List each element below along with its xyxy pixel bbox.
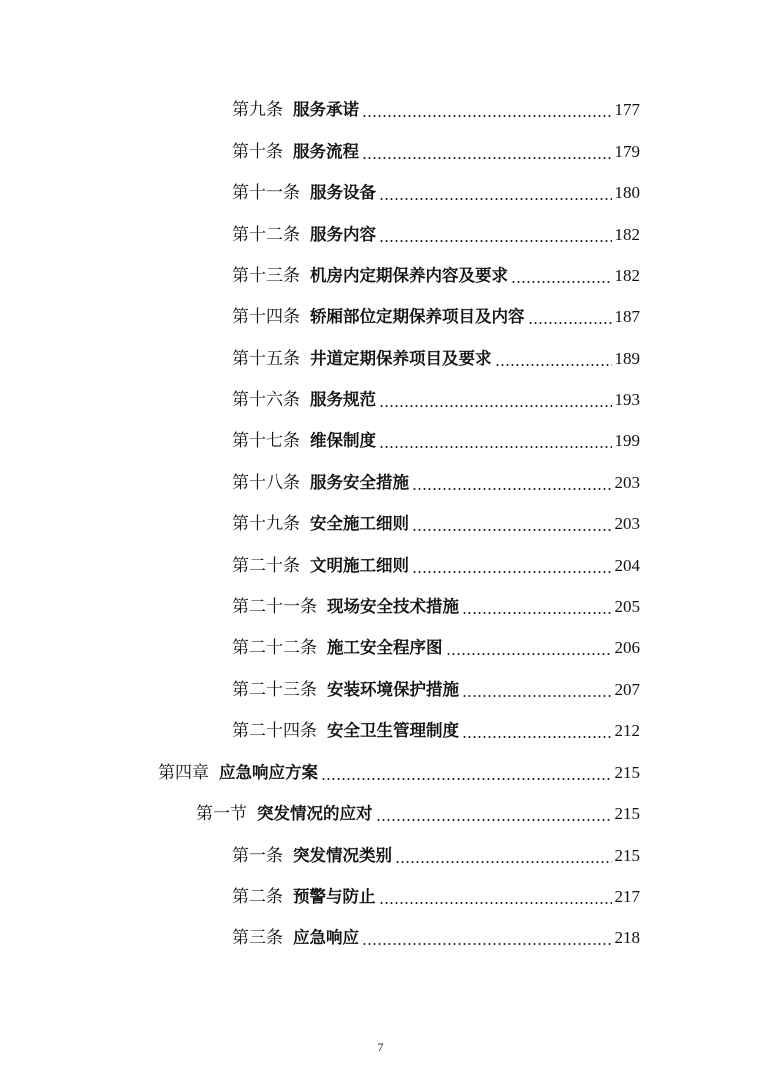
- toc-entry[interactable]: [232, 97, 640, 123]
- dot-leader: [462, 736, 612, 738]
- toc-entry-title: 安全卫生管理制度: [327, 721, 459, 740]
- toc-entry-number: 第一条: [232, 846, 283, 866]
- toc-entry[interactable]: [232, 677, 640, 703]
- dot-leader: [379, 240, 612, 242]
- toc-section-entry[interactable]: [196, 801, 640, 827]
- toc-entry-title: 安装环境保护措施: [327, 680, 459, 699]
- toc-entry-page: 207: [614, 680, 640, 699]
- toc-entry-number: 第十五条: [232, 349, 300, 369]
- toc-entry-title: 维保制度: [310, 431, 376, 450]
- toc-entry-number: 第二条: [232, 887, 283, 907]
- toc-entry-number: 第十条: [232, 142, 283, 162]
- toc-entry-number: 第二十三条: [232, 680, 317, 700]
- toc-entry-number: 第十二条: [232, 225, 300, 245]
- dot-leader: [379, 446, 612, 448]
- toc-entry-title: 施工安全程序图: [327, 638, 443, 657]
- toc-entry-number: 第四章: [158, 763, 209, 783]
- toc-entry-page: 189: [614, 349, 640, 368]
- toc-entry[interactable]: [232, 222, 640, 248]
- toc-entry-number: 第一节: [196, 804, 247, 824]
- toc-entry-page: 215: [614, 804, 640, 823]
- toc-entry-number: 第二十条: [232, 556, 300, 576]
- toc-entry-page: 193: [614, 390, 640, 409]
- toc-entry-page: 212: [614, 721, 640, 740]
- toc-entry-page: 180: [614, 183, 640, 202]
- toc-entry-page: 217: [614, 887, 640, 906]
- toc-entry-title: 服务规范: [310, 390, 376, 409]
- toc-entry-page: 218: [614, 928, 640, 947]
- toc-entry-number: 第十六条: [232, 390, 300, 410]
- toc-entry-number: 第二十四条: [232, 721, 317, 741]
- dot-leader: [462, 695, 612, 697]
- toc-entry-number: 第二十一条: [232, 597, 317, 617]
- toc-entry[interactable]: [232, 304, 640, 330]
- dot-leader: [321, 778, 612, 780]
- dot-leader: [495, 364, 612, 366]
- toc-entry-page: 199: [614, 431, 640, 450]
- toc-entry-number: 第十八条: [232, 473, 300, 493]
- toc-entry[interactable]: [232, 346, 640, 372]
- toc-entry[interactable]: [232, 470, 640, 496]
- dot-leader: [362, 157, 612, 159]
- toc-entry[interactable]: [232, 428, 640, 454]
- toc-entry-page: 203: [614, 514, 640, 533]
- toc-entry-number: 第十七条: [232, 431, 300, 451]
- toc-entry-number: 第十四条: [232, 307, 300, 327]
- dot-leader: [379, 198, 612, 200]
- toc-entry-title: 服务流程: [293, 142, 359, 161]
- toc-entry-title: 服务安全措施: [310, 473, 409, 492]
- dot-leader: [379, 405, 612, 407]
- dot-leader: [362, 115, 612, 117]
- toc-entry-page: 206: [614, 638, 640, 657]
- toc-entry[interactable]: [232, 263, 640, 289]
- toc-entry-number: 第二十二条: [232, 638, 317, 658]
- toc-entry-title: 服务内容: [310, 225, 376, 244]
- toc-entry-title: 安全施工细则: [310, 514, 409, 533]
- toc-entry-title: 突发情况的应对: [257, 804, 373, 823]
- dot-leader: [395, 861, 612, 863]
- toc-entry-page: 203: [614, 473, 640, 492]
- dot-leader: [412, 529, 612, 531]
- dot-leader: [379, 902, 612, 904]
- dot-leader: [528, 322, 612, 324]
- toc-entry-title: 突发情况类别: [293, 846, 392, 865]
- page-number: 7: [377, 1040, 384, 1054]
- toc-entry[interactable]: [232, 635, 640, 661]
- toc-entry[interactable]: [232, 594, 640, 620]
- dot-leader: [376, 819, 612, 821]
- toc-entry-page: 182: [614, 266, 640, 285]
- dot-leader: [462, 612, 612, 614]
- toc-entry-title: 机房内定期保养内容及要求: [310, 266, 508, 285]
- toc-entry-title: 文明施工细则: [310, 556, 409, 575]
- toc-entry-number: 第三条: [232, 928, 283, 948]
- dot-leader: [412, 571, 612, 573]
- toc-entry-title: 现场安全技术措施: [327, 597, 459, 616]
- toc-entry-number: 第十三条: [232, 266, 300, 286]
- toc-chapter-entry[interactable]: [158, 760, 640, 786]
- toc-entry[interactable]: [232, 925, 640, 951]
- dot-leader: [446, 653, 612, 655]
- toc-entry-title: 服务承诺: [293, 100, 359, 119]
- toc-entry-page: 177: [614, 100, 640, 119]
- toc-entry-page: 187: [614, 307, 640, 326]
- dot-leader: [511, 281, 612, 283]
- toc-entry-page: 215: [614, 846, 640, 865]
- toc-entry-page: 182: [614, 225, 640, 244]
- dot-leader: [412, 488, 612, 490]
- toc-entry[interactable]: [232, 843, 640, 869]
- toc-entry-page: 215: [614, 763, 640, 782]
- toc-entry-number: 第十九条: [232, 514, 300, 534]
- toc-entry-page: 205: [614, 597, 640, 616]
- toc-entry[interactable]: [232, 180, 640, 206]
- toc-entry-title: 预警与防止: [293, 887, 376, 906]
- toc-entry-page: 179: [614, 142, 640, 161]
- toc-entry[interactable]: [232, 553, 640, 579]
- toc-entry[interactable]: [232, 718, 640, 744]
- toc-entry-number: 第十一条: [232, 183, 300, 203]
- toc-entry-title: 应急响应方案: [219, 763, 318, 782]
- toc-entry-page: 204: [614, 556, 640, 575]
- dot-leader: [362, 943, 612, 945]
- toc-entry-number: 第九条: [232, 100, 283, 120]
- toc-entry-title: 应急响应: [293, 928, 359, 947]
- toc-entry[interactable]: [232, 511, 640, 537]
- toc-entry-title: 服务设备: [310, 183, 376, 202]
- toc-entry[interactable]: [232, 884, 640, 910]
- toc-entry-title: 轿厢部位定期保养项目及内容: [310, 307, 525, 326]
- toc-entry-title: 井道定期保养项目及要求: [310, 349, 492, 368]
- toc-entry[interactable]: [232, 139, 640, 165]
- toc-entry[interactable]: [232, 387, 640, 413]
